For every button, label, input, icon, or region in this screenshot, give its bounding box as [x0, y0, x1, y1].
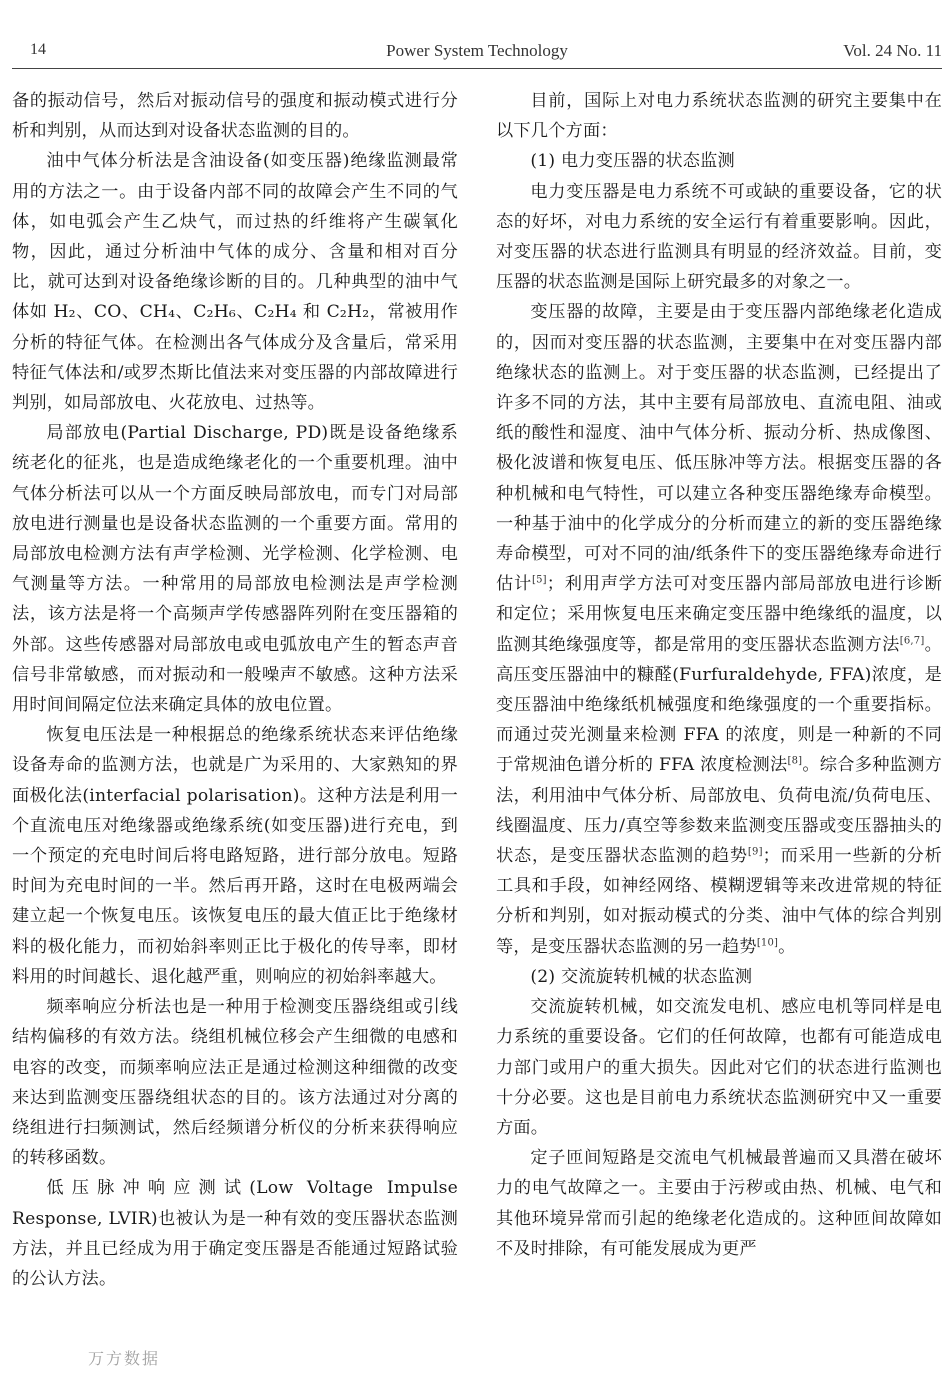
running-header — [12, 37, 942, 63]
paragraph: 低压脉冲响应测试(Low Voltage Impulse Response, LVIR)也被认为是一种有效的变压器状态监测方法，并且已经成为用于确定变压器是否能通过短路试验的公认方法。 — [12, 1178, 458, 1289]
right-column — [496, 86, 942, 1264]
citation-ref: [9] — [747, 846, 763, 858]
paragraph: 恢复电压法是一种根据总的绝缘系统状态来评估绝缘设备寿命的监测方法，也就是广为采用的、大家熟知的界面极化法(interfacial polarisation)。这种方法是利用一个直流电压对绝缘器或绝缘系统(如变压器)进行充电，到一个预定的充电时间后将电路短路，进行部分放电。短路时间为充电时间的一半。然后再开路，这时在电极两端会建立起一个恢复电压。该恢复电压的最大值正比于绝缘材料的极化能力，而初始斜率则正比于极化的传导率，即材料用的时间越长、退化越严重，则响应的初始斜率越大。 — [12, 725, 458, 987]
section-heading: (2) 交流旋转机械的状态监测 — [530, 966, 753, 987]
paragraph: 交流旋转机械，如交流发电机、感应电机等同样是电力系统的重要设备。它们的任何故障，也都有可能造成电力部门或用户的重大损失。因此对它们的状态进行监测也十分必要。这也是目前电力系统状态监测研究中又一重要方面。 — [496, 997, 942, 1138]
volume-info: Vol. 24 No. 11 — [843, 41, 942, 60]
paragraph: 油中气体分析法是含油设备(如变压器)绝缘监测最常用的方法之一。由于设备内部不同的故障会产生不同的气体，如电弧会产生乙炔气，而过热的纤维将产生碳氧化物，因此，通过分析油中气体的成分、含量和相对百分比，就可达到对设备绝缘诊断的目的。几种典型的油中气体如 H₂、CO、CH₄、C₂H₆、C₂H₄ 和 C₂H₂，常被用作分析的特征气体。在检测出各气体成分及含量后，常采用特征气体法和/或罗杰斯比值法来对变压器的内部故障进行判别，如局部放电、火花放电、过热等。 — [12, 151, 458, 414]
citation-ref: [6,7] — [899, 634, 925, 646]
page-number: 14 — [30, 41, 46, 58]
citation-ref: [5] — [532, 574, 547, 586]
paragraph: 备的振动信号，然后对振动信号的强度和振动模式进行分析和判别，从而达到对设备状态监测的目的。 — [12, 91, 458, 142]
watermark: 万方数据 — [88, 1349, 161, 1368]
paragraph: 频率响应分析法也是一种用于检测变压器绕组或引线结构偏移的有效方法。绕组机械位移会产生细微的电感和电容的改变，而频率响应法正是通过检测这种细微的改变来达到监测变压器绕组状态的目的。该方法通过对分离的绕组进行扫频测试，然后经频谱分析仪的分析来获得响应的转移函数。 — [12, 997, 458, 1169]
left-column — [12, 86, 458, 1294]
paragraph: 定子匝间短路是交流电气机械最普遍而又具潜在破坏力的电气故障之一。主要由于污秽或由热、机械、电气和其他环境异常而引起的绝缘老化造成的。这种匝间故障如不及时排除，有可能发展成为更严 — [496, 1148, 942, 1259]
paragraph: 目前，国际上对电力系统状态监测的研究主要集中在以下几个方面： — [496, 91, 942, 142]
citation-ref: [10] — [756, 936, 779, 948]
journal-title: Power System Technology — [386, 41, 568, 60]
paragraph: 变压器的故障，主要是由于变压器内部绝缘老化造成的，因而对变压器的状态监测，主要集中在对变压器内部绝缘状态的监测上。对于变压器的状态监测，已经提出了许多不同的方法，其中主要有局部放电、直流电阻、油或纸的酸性和湿度、油中气体分析、振动分析、热成像图、极化波谱和恢复电压、低压脉冲等方法。根据变压器的各种机械和电气特性，可以建立各种变压器绝缘寿命模型。一种基于油中的化学成分的分析而建立的新的变压器绝缘寿命模型，可对不同的油/纸条件下的变压器绝缘寿命进行估计[5]；利用声学方法可对变压器内部局部放电进行诊断和定位；采用恢复电压来确定变压器中绝缘纸的温度，以监测其绝缘强度等，都是常用的变压器状态监测方法[6,7]。高压变压器油中的糠醛(Furfuraldehyde, FFA)浓度，是变压器油中绝缘纸机械强度和绝缘强度的一个重要指标。而通过荧光测量来检测 FFA 的浓度，则是一种新的不同于常规油色谱分析的 FFA 浓度检测法[8]。综合多种监测方法，利用油中气体分析、局部放电、负荷电流/负荷电压、线圈温度、压力/真空等参数来监测变压器或变压器抽头的状态，是变压器状态监测的趋势[9]；而采用一些新的分析工具和手段，如神经网络、模糊逻辑等来改进常规的特征分析和判别，如对振动模式的分类、油中气体的综合判别等，是变压器状态监测的另一趋势[10]。 — [496, 302, 943, 957]
header-rule — [12, 68, 942, 69]
paragraph: 局部放电(Partial Discharge, PD)既是设备绝缘系统老化的征兆，也是造成绝缘老化的一个重要机理。油中气体分析法可以从一个方面反映局部放电，而专门对局部放电进行测量也是设备状态监测的一个重要方面。常用的局部放电检测方法有声学检测、光学检测、化学检测、电气测量等方法。一种常用的局部放电检测法是声学检测法，该方法是将一个高频声学传感器阵列附在变压器箱的外部。这些传感器对局部放电或电弧放电产生的暂态声音信号非常敏感，而对振动和一般噪声不敏感。这种方法采用时间间隔定位法来确定具体的放电位置。 — [12, 423, 458, 716]
citation-ref: [8] — [787, 755, 803, 767]
section-heading: (1) 电力变压器的状态监测 — [530, 151, 735, 172]
paragraph: 电力变压器是电力系统不可或缺的重要设备，它的状态的好坏，对电力系统的安全运行有着重要影响。因此，对变压器的状态进行监测具有明显的经济效益。目前，变压器的状态监测是国际上研究最多的对象之一。 — [496, 181, 942, 293]
